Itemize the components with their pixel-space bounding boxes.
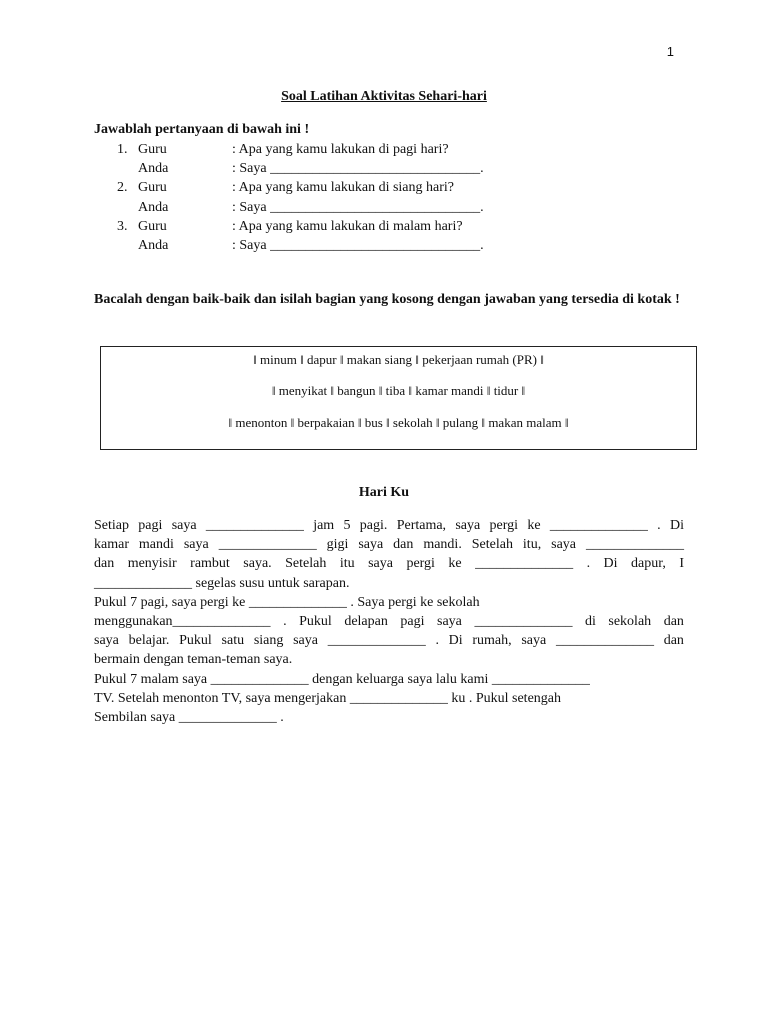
story-word: Di (448, 633, 463, 649)
story-word: kamar (94, 537, 129, 553)
story-word: Di (669, 518, 684, 533)
story-word: belajar. (128, 633, 170, 649)
story-word: saya (368, 556, 393, 572)
story-word: dan (663, 613, 684, 629)
story-word: saya. (243, 556, 272, 572)
instruction-fill-blanks: Bacalah dengan baik-baik dan isilah bagian yang kosong dengan jawaban yang tersedia di kotak ! (94, 292, 680, 307)
story-word: saya (171, 518, 197, 533)
page-title: Soal Latihan Aktivitas Sehari-hari (281, 89, 487, 104)
page-number: 1 (666, 44, 674, 59)
story-word: Pukul (179, 633, 212, 649)
story-word: itu (339, 556, 355, 572)
story-line: TV. Setelah menonton TV, saya mengerjakan ______________ ku . Pukul setengah (94, 690, 561, 706)
story-line (94, 516, 684, 535)
story-paragraph (94, 516, 684, 727)
story-word: jam (313, 518, 335, 533)
story-word: ______________ (555, 633, 654, 649)
story-word: dan (663, 633, 684, 649)
story-line (94, 631, 684, 650)
qa-text: : Apa yang kamu lakukan di siang hari? (232, 180, 454, 196)
story-word: ______________ (475, 556, 574, 572)
qa-speaker: Anda (138, 199, 169, 215)
qa-speaker: Anda (138, 161, 169, 177)
word-bank-line: ‖ menyikat ‖ bangun ‖ tiba ‖ kamar mandi ‖ tidur ‖ (271, 383, 526, 398)
story-word: Pukul (299, 613, 332, 629)
story-word: ke (448, 556, 462, 572)
story-word: Di (603, 556, 618, 572)
story-word: rambut (190, 556, 230, 572)
word-bank-box (100, 346, 697, 450)
qa-number: 3. (117, 218, 128, 234)
story-word: ______________ (474, 613, 573, 629)
story-word: menyisir (127, 556, 177, 572)
story-word: . (283, 613, 287, 629)
story-word: . (657, 518, 661, 533)
story-word: . (435, 633, 439, 649)
story-word: dan (393, 537, 414, 553)
story-word: saya (551, 537, 577, 553)
story-word: ______________ (549, 518, 648, 533)
story-word: ______________ (205, 518, 304, 533)
qa-text: : Apa yang kamu lakukan di malam hari? (232, 218, 463, 234)
qa-text: : Saya ______________________________. (232, 161, 484, 177)
story-word: Setelah (471, 537, 513, 553)
story-word: 5 (343, 518, 351, 533)
story-word: . (586, 556, 591, 572)
qa-speaker: Guru (138, 218, 167, 234)
story-title: Hari Ku (358, 485, 410, 500)
story-word: saya (437, 613, 462, 629)
story-word: mandi (138, 537, 174, 553)
story-word: saya (94, 633, 119, 649)
story-word: di (584, 613, 596, 629)
story-word: satu (221, 633, 245, 649)
story-line: Pukul 7 pagi, saya pergi ke ______________ . Saya pergi ke sekolah (94, 594, 480, 610)
story-word: pagi. (359, 518, 388, 533)
story-word: delapan (344, 613, 388, 629)
qa-text: : Apa yang kamu lakukan di pagi hari? (232, 142, 449, 157)
story-word: pagi (138, 518, 163, 533)
story-line: ______________ segelas susu untuk sarapan. (94, 575, 350, 591)
story-word: sekolah (608, 613, 652, 629)
story-word: ______________ (327, 633, 426, 649)
story-word: siang (253, 633, 284, 649)
story-word: dapur, (631, 556, 666, 572)
story-word: I (679, 556, 684, 572)
story-word: saya (521, 633, 547, 649)
story-word: saya (455, 518, 481, 533)
story-word: saya (358, 537, 384, 553)
qa-text: : Saya ______________________________. (232, 199, 484, 215)
qa-number: 2. (117, 180, 128, 196)
story-line (94, 612, 684, 631)
qa-speaker: Anda (138, 237, 169, 253)
story-word: Setiap (94, 518, 129, 533)
story-line (94, 535, 684, 554)
story-line: bermain dengan teman-teman saya. (94, 652, 293, 668)
qa-text: : Saya ______________________________. (232, 237, 484, 253)
story-word: rumah, (472, 633, 512, 649)
story-line (94, 554, 684, 573)
story-word: itu, (522, 537, 542, 553)
story-word: gigi (326, 537, 349, 553)
story-word: Setelah (285, 556, 327, 572)
story-word: dan (94, 556, 115, 572)
story-line: Pukul 7 malam saya ______________ dengan keluarga saya lalu kami ______________ (94, 671, 590, 687)
qa-speaker: Guru (138, 142, 167, 157)
story-word: saya (183, 537, 209, 553)
story-word: ______________ (585, 537, 684, 553)
story-word: saya (293, 633, 318, 649)
word-bank-line: ‖ menonton ‖ berpakaian ‖ bus ‖ sekolah ‖ pulang ‖ makan malam ‖ (228, 415, 569, 430)
story-word: pagi (400, 613, 425, 629)
story-word: menggunakan______________ (94, 613, 271, 629)
story-word: mandi. (423, 537, 462, 553)
story-line: Sembilan saya ______________ . (94, 709, 284, 725)
qa-speaker: Guru (138, 180, 167, 196)
story-word: pergi (406, 556, 435, 572)
story-word: Pertama, (396, 518, 447, 533)
story-word: ______________ (218, 537, 317, 553)
word-bank-line: ‖ minum ‖ dapur ‖ makan siang ‖ pekerjaan rumah (PR) ‖ (253, 352, 544, 367)
story-word: pergi (489, 518, 519, 533)
qa-number: 1. (117, 142, 128, 157)
story-word: ke (527, 518, 541, 533)
instruction-questions: Jawablah pertanyaan di bawah ini ! (94, 122, 310, 137)
